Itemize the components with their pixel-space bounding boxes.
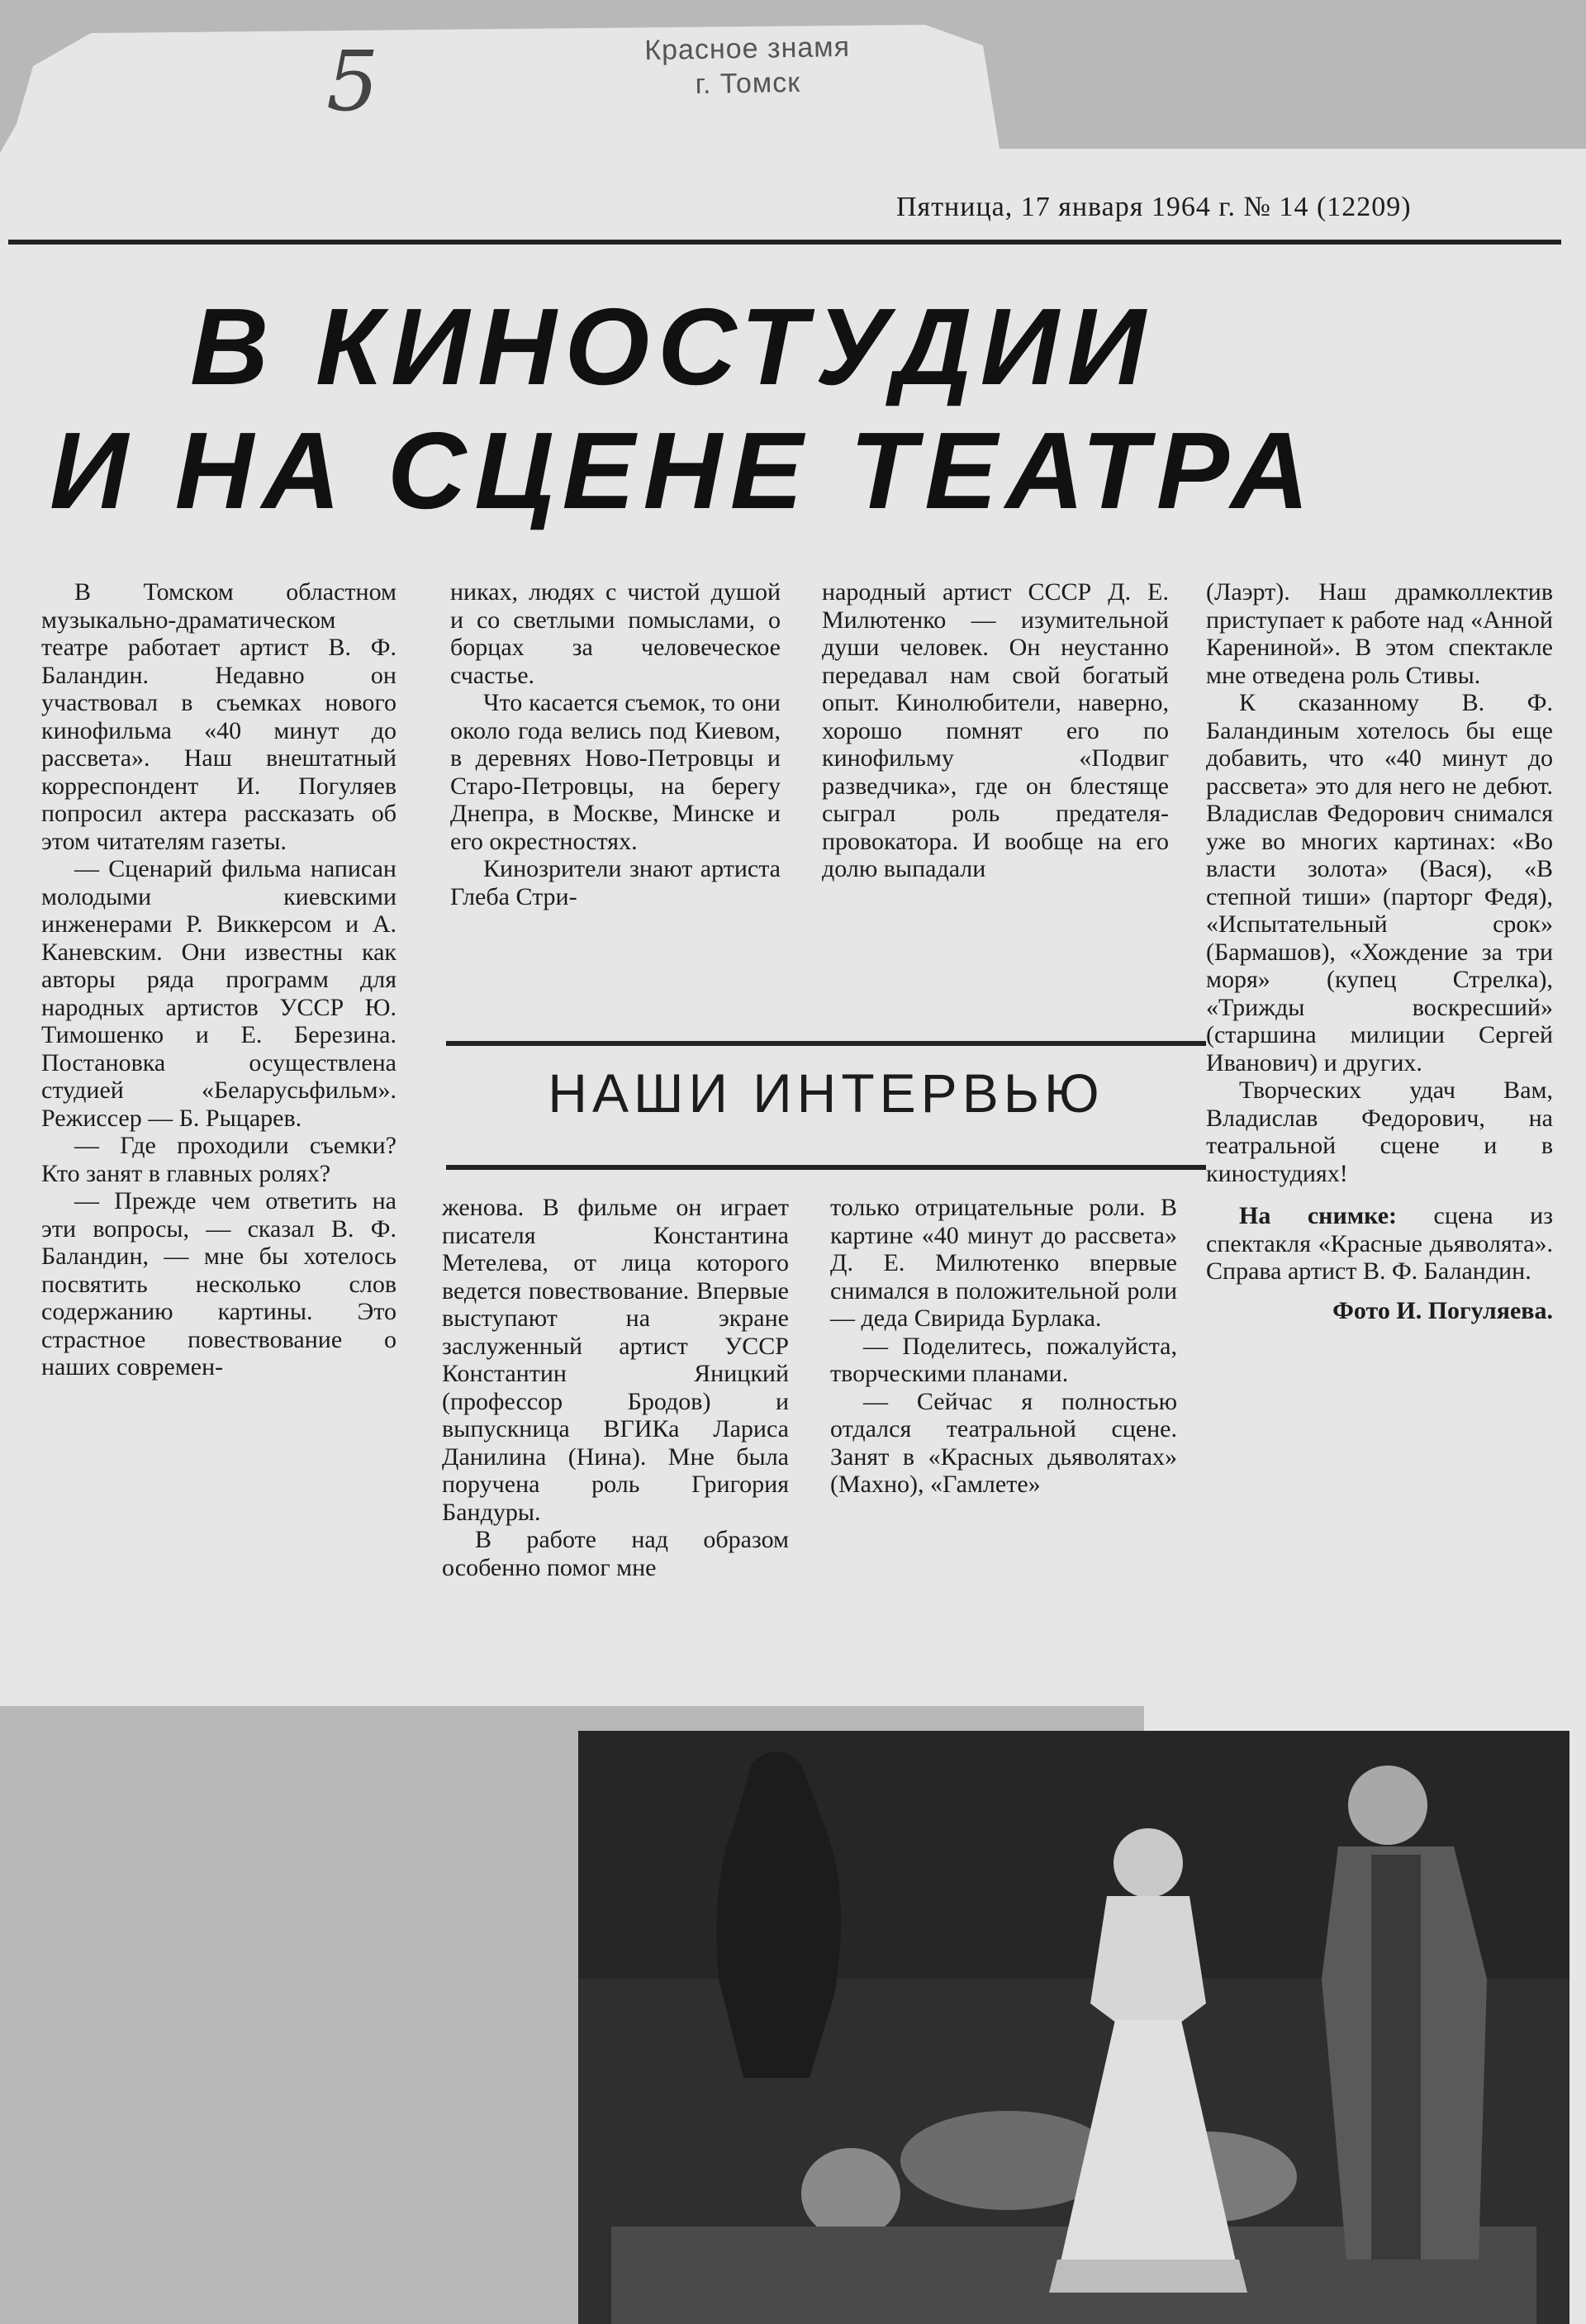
- paragraph: В Томском областном музыкально-драматическом театре работает артист В. Ф. Баландин. Недавно он участвовал в съемках нового кинофильма «40 минут до рассвета». Наш внештатный корреспондент И. Погуляев попросил актера рассказать об этом читателям газеты.: [41, 578, 396, 855]
- paragraph: К сказанному В. Ф. Баландиным хотелось бы еще добавить, что «40 минут до рассвета» это для него не дебют. Владислав Федорович снимался уже во многих картинах: «Во власти золота» (Вася), «В степной тиши» (парторг Федя), «Испытательный срок» (Бармашов), «Хождение за три моря» (купец Стрелка), «Трижды воскресший» (старшина милиции Сергей Иванович) и других.: [1206, 689, 1553, 1076]
- stamp-city: г. Томск: [695, 66, 801, 101]
- stamp-newspaper-name: Красное знамя: [643, 31, 851, 67]
- section-header: [446, 1041, 1206, 1173]
- paragraph: никах, людях с чистой душой и со светлыми помыслами, о борцах за человеческое счастье.: [450, 578, 781, 689]
- paragraph: Что касается съемок, то они около года велись под Киевом, в деревнях Ново-Петровцы и Старо-Петровцы, на берегу Днепра, в Москве, Минске и его окрестностях.: [450, 689, 781, 855]
- paragraph: Кинозрители знают артиста Глеба Стри-: [450, 855, 781, 910]
- section-title: НАШИ ИНТЕРВЬЮ: [548, 1062, 1104, 1124]
- paragraph: только отрицательные роли. В картине «40 минут до рассвета» Д. Е. Милютенко впервые снимался в положительной роли — деда Свирида Бурлака.: [830, 1194, 1177, 1332]
- article-column-1: [41, 578, 396, 1381]
- headline-line-1: В КИНОСТУДИИ: [190, 286, 1154, 407]
- paragraph: женова. В фильме он играет писателя Константина Метелева, от лица которого ведется повествование. Впервые выступают на экране заслуженный артист УССР Константин Яницкий (профессор Бродов) и выпускница ВГИКа Лариса Данилина (Нина). Мне была поручена роль Григория Бандуры.: [442, 1194, 789, 1526]
- figure-woman-blouse: [1090, 1896, 1206, 2028]
- headline-line-2: И НА СЦЕНЕ ТЕАТРА: [50, 410, 1318, 531]
- paragraph: — Прежде чем ответить на эти вопросы, — сказал В. Ф. Баландин, — мне бы хотелось посвятить несколько слов содержанию картины. Это страстное повествование о наших современ-: [41, 1187, 396, 1381]
- article-headline: [50, 285, 1536, 533]
- article-column-2-bottom: [442, 1194, 789, 1581]
- paragraph: — Сценарий фильма написан молодыми киевскими инженерами Р. Виккерсом и А. Каневским. Они известны как авторы ряда программ для народных артистов УССР Ю. Тимошенко и Е. Березина. Постановка осуществлена студией «Беларусьфильм». Режиссер — Б. Рыцарев.: [41, 855, 396, 1132]
- caption-text: сцена из спектакля «Красные дьяволята». Справа артист В. Ф. Баландин.: [1206, 1202, 1554, 1285]
- handwritten-page-number: 5: [326, 33, 379, 130]
- paragraph: В работе над образом особенно помог мне: [442, 1526, 789, 1581]
- masthead-rule: [8, 240, 1561, 245]
- paragraph: народный артист СССР Д. Е. Милютенко — изумительной души человек. Он неустанно передавал нам свой богатый опыт. Кинолюбители, наверно, хорошо помнят его по кинофильму «Подвиг разведчика», где он блестяще сыграл роль предателя-провокатора. И вообще на его долю выпадали: [822, 578, 1169, 882]
- paragraph: (Лаэрт). Наш драмколлектив приступает к работе над «Анной Карениной». В этом спектакле мне отведена роль Стивы.: [1206, 578, 1553, 689]
- stage-photograph: [578, 1731, 1569, 2324]
- archive-stamp: [569, 28, 925, 103]
- paragraph: — Поделитесь, пожалуйста, творческими планами.: [830, 1332, 1177, 1387]
- article-column-3-top: [822, 578, 1169, 883]
- article-column-3-bottom: [830, 1194, 1177, 1499]
- caption-lead: На снимке:: [1239, 1202, 1398, 1229]
- issue-dateline: Пятница, 17 января 1964 г. № 14 (12209): [896, 192, 1412, 222]
- photo-scene: [578, 1731, 1569, 2324]
- paragraph: — Где проходили съемки? Кто занят в главных ролях?: [41, 1132, 396, 1187]
- photo-credit: Фото И. Погуляева.: [1332, 1296, 1553, 1324]
- article-column-2-top: [450, 578, 781, 910]
- paragraph: — Сейчас я полностью отдался театральной сцене. Занят в «Красных дьяволятах» (Махно), «Гамлете»: [830, 1387, 1177, 1498]
- section-rule-top: [446, 1041, 1206, 1046]
- article-column-4: [1206, 578, 1553, 1324]
- section-rule-bottom: [446, 1165, 1206, 1170]
- photo-caption: [1206, 1202, 1553, 1286]
- paragraph: Творческих удач Вам, Владислав Федорович, на театральной сцене и в киностудиях!: [1206, 1076, 1553, 1187]
